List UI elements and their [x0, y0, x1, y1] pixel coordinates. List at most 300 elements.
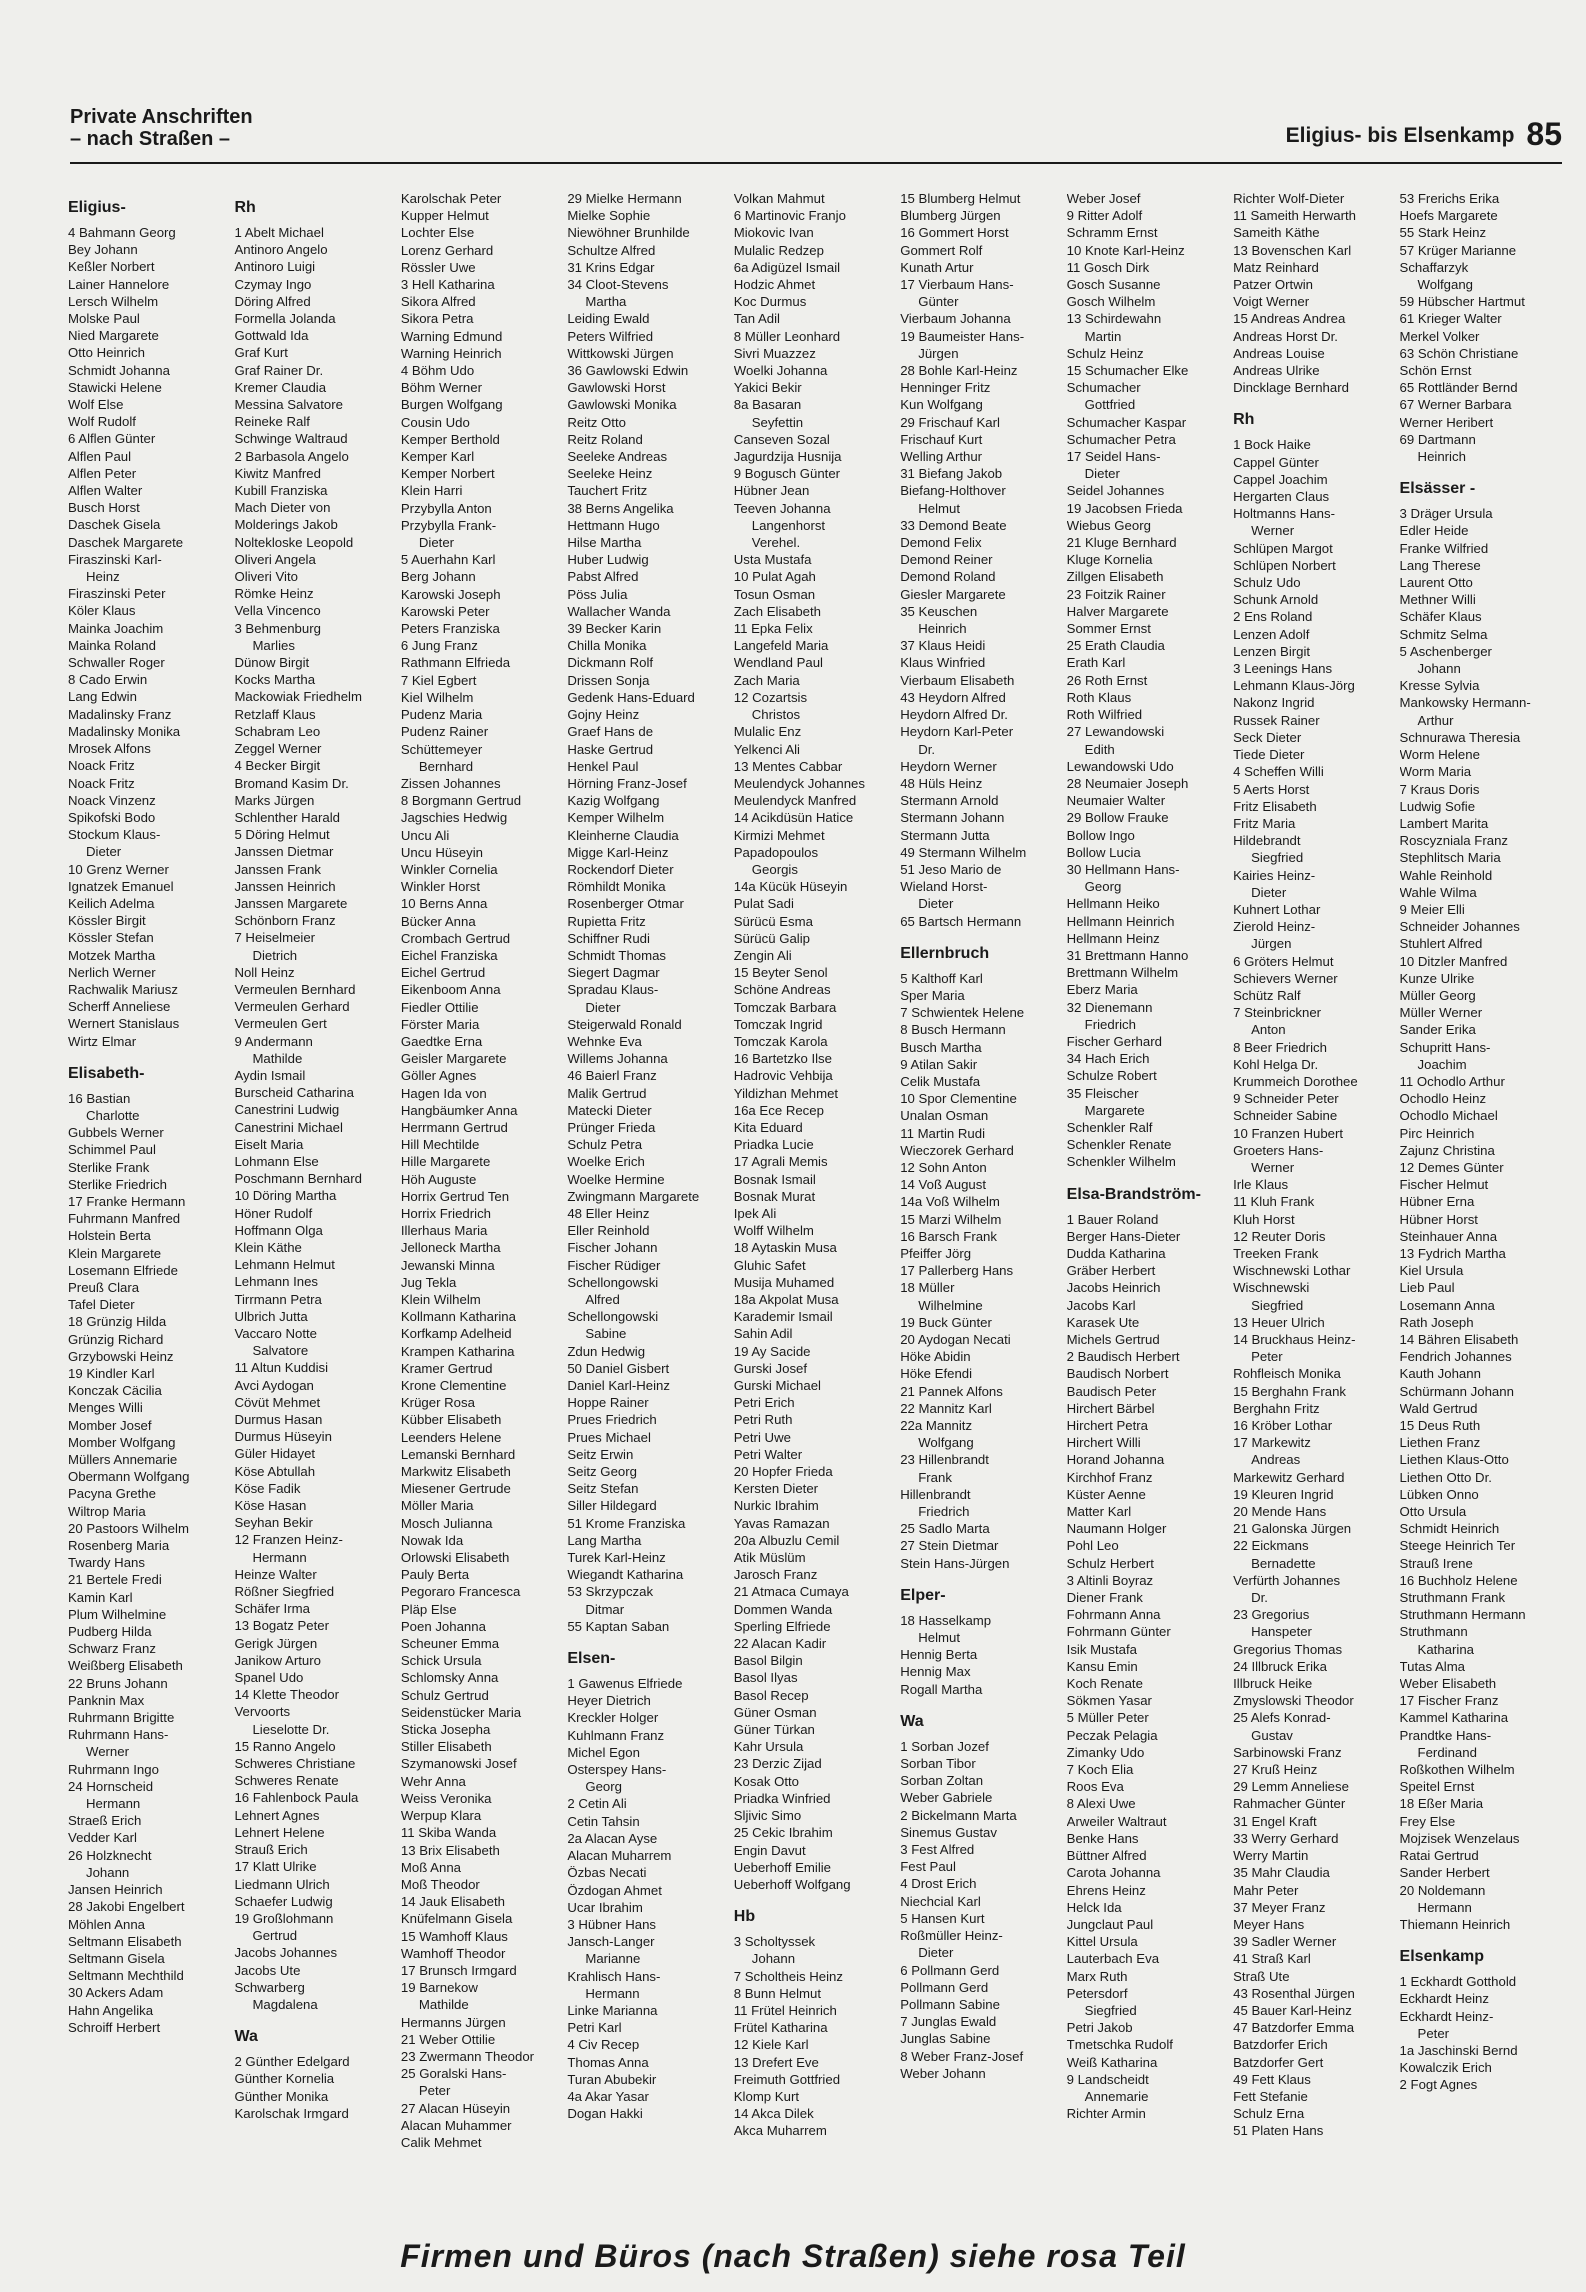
- directory-entry: 50 Daniel Gisbert: [567, 1360, 670, 1376]
- directory-entry: Illerhaus Maria: [400, 1223, 488, 1239]
- directory-entry: Sürücü Esma: [733, 913, 813, 929]
- directory-entry: Lorenz Gerhard: [400, 242, 494, 258]
- directory-entry: Busch Horst: [68, 500, 140, 516]
- directory-entry: Giesler Margarete: [900, 586, 1006, 602]
- directory-entry: Nerlich Werner: [68, 964, 156, 980]
- entry-continuation: Hermann: [585, 1985, 640, 2001]
- directory-entry: Lohmann Else: [234, 1153, 319, 1169]
- directory-entry: 28 Bohle Karl-Heinz: [900, 363, 1018, 379]
- directory-entry: Strauß Irene: [1399, 1555, 1473, 1571]
- directory-entry: Seidenstücker Maria: [400, 1704, 522, 1720]
- directory-entry: Konczak Cäcilia: [68, 1383, 162, 1399]
- directory-entry: Rohfleisch Monika: [1233, 1366, 1341, 1382]
- directory-entry: Alflen Paul: [68, 448, 132, 464]
- directory-entry: Jarosch Franz: [733, 1567, 818, 1583]
- directory-entry: Wehr Anna: [400, 1773, 466, 1789]
- directory-entry: Edler Heide: [1399, 523, 1469, 539]
- street-heading: Ellernbruch: [900, 944, 990, 962]
- directory-entry: Kuhlmann Franz: [567, 1727, 665, 1743]
- directory-entry: 25 Erath Claudia: [1066, 638, 1165, 654]
- entry-continuation: Langenhorst: [751, 517, 826, 533]
- directory-entry: 57 Krüger Marianne: [1399, 242, 1517, 258]
- entry-continuation: Andreas: [1251, 1452, 1301, 1468]
- directory-entry: Erath Karl: [1066, 655, 1126, 671]
- directory-entry: 8 Borgmann Gertrud: [400, 793, 522, 809]
- directory-entry: Lambert Marita: [1399, 815, 1489, 831]
- directory-entry: Wiltrop Maria: [68, 1503, 146, 1519]
- directory-entry: Daniel Karl-Heinz: [567, 1378, 670, 1394]
- directory-entry: Schulz Udo: [1233, 575, 1301, 591]
- directory-entry: Laurent Otto: [1399, 575, 1473, 591]
- directory-entry: 23 Foitzik Rainer: [1066, 586, 1166, 602]
- directory-entry: 4 Scheffen Willi: [1233, 764, 1324, 780]
- directory-entry: Koc Durmus: [733, 294, 807, 310]
- directory-entry: 7 Heiselmeier: [234, 930, 316, 946]
- entry-continuation: Mathilde: [418, 1997, 469, 2013]
- directory-entry: 4 Böhm Udo: [400, 363, 475, 379]
- directory-entry: Heyer Dietrich: [567, 1693, 651, 1709]
- directory-entry: 12 Cozartsis: [733, 689, 808, 705]
- directory-entry: Wieland Horst-: [900, 879, 988, 895]
- directory-entry: Schenkler Renate: [1066, 1137, 1172, 1153]
- directory-entry: Worm Helene: [1399, 747, 1480, 763]
- directory-entry: Panknin Max: [68, 1692, 145, 1708]
- directory-entry: 43 Rosenthal Jürgen: [1233, 1985, 1355, 2001]
- directory-entry: Migge Karl-Heinz: [567, 844, 669, 860]
- directory-entry: 14 Klette Theodor: [234, 1687, 340, 1703]
- directory-entry: Siller Hildegard: [567, 1498, 657, 1514]
- directory-entry: Seyhan Bekir: [234, 1515, 313, 1531]
- directory-entry: 30 Hellmann Hans-: [1066, 861, 1180, 877]
- directory-entry: 16 Bastian: [68, 1090, 131, 1106]
- directory-entry: 12 Franzen Heinz-: [234, 1532, 343, 1548]
- directory-entry: 29 Mielke Hermann: [567, 191, 682, 206]
- page-number: 85: [1526, 116, 1562, 152]
- directory-entry: Vaccaro Notte: [234, 1326, 318, 1341]
- directory-entry: Kupper Helmut: [400, 208, 489, 224]
- directory-entry: 8 Cado Erwin: [68, 672, 148, 688]
- directory-entry: Marks Jürgen: [234, 792, 315, 808]
- directory-entry: Schellongowski: [567, 1309, 659, 1325]
- entry-continuation: Dieter: [418, 535, 455, 551]
- directory-entry: Wiebus Georg: [1066, 517, 1151, 533]
- directory-entry: Mojzisek Wenzelaus: [1399, 1830, 1520, 1846]
- directory-entry: Janikow Arturo: [234, 1652, 321, 1668]
- directory-entry: Horrix Friedrich: [400, 1205, 491, 1221]
- directory-entry: Schaffarzyk: [1399, 259, 1469, 275]
- directory-entry: Pollmann Sabine: [900, 1996, 1000, 2012]
- directory-entry: Firaszinski Karl-: [68, 551, 162, 567]
- directory-entry: 5 Auerhahn Karl: [400, 552, 496, 568]
- directory-entry: 4a Akar Yasar: [567, 2088, 649, 2104]
- directory-entry: Kunze Ulrike: [1399, 970, 1475, 986]
- directory-entry: 25 Cekic Ibrahim: [733, 1825, 833, 1841]
- directory-entry: Canseven Sozal: [733, 431, 830, 447]
- directory-column: [1233, 190, 1395, 2230]
- directory-entry: 20 Aydogan Necati: [900, 1332, 1011, 1347]
- directory-entry: 5 Hansen Kurt: [900, 1910, 985, 1926]
- directory-entry: Henkel Paul: [567, 758, 639, 774]
- entry-continuation: Hanspeter: [1251, 1624, 1312, 1640]
- directory-entry: Fischer Rüdiger: [567, 1257, 661, 1273]
- directory-entry: Wehnke Eva: [567, 1033, 642, 1049]
- directory-entry: Gluhic Safet: [733, 1257, 806, 1273]
- directory-entry: Mrosek Alfons: [68, 741, 151, 757]
- directory-entry: Marx Ruth: [1066, 1968, 1128, 1984]
- directory-entry: Sikora Alfred: [400, 294, 476, 310]
- directory-entry: Sorban Tibor: [900, 1756, 976, 1772]
- directory-entry: Roth Wilfried: [1066, 707, 1143, 723]
- directory-entry: Kersten Dieter: [733, 1481, 819, 1497]
- directory-entry: Stermann Johann: [900, 810, 1005, 826]
- directory-entry: 35 Mahr Claudia: [1233, 1865, 1330, 1881]
- directory-entry: 15 Beyter Senol: [733, 965, 828, 981]
- directory-entry: Woelke Erich: [567, 1154, 645, 1170]
- directory-entry: Bücker Anna: [400, 913, 476, 929]
- directory-entry: 14 Akca Dilek: [733, 2106, 814, 2122]
- directory-entry: Prandtke Hans-: [1399, 1727, 1492, 1743]
- directory-entry: Wald Gertrud: [1399, 1400, 1478, 1416]
- directory-entry: Gawlowski Horst: [567, 380, 666, 396]
- directory-entry: Gurski Michael: [733, 1378, 821, 1394]
- directory-entry: Gerigk Jürgen: [234, 1635, 318, 1651]
- directory-entry: Przybylla Anton: [400, 500, 492, 516]
- directory-entry: Kössler Birgit: [68, 913, 146, 929]
- directory-entry: 25 Sadlo Marta: [900, 1521, 990, 1537]
- directory-entry: Schumacher Kaspar: [1066, 414, 1187, 430]
- directory-entry: 16 Buchholz Helene: [1399, 1572, 1518, 1588]
- directory-entry: 5 Aschenberger: [1399, 643, 1492, 659]
- directory-entry: Kammel Katharina: [1399, 1710, 1509, 1726]
- directory-entry: Köse Hasan: [234, 1498, 307, 1514]
- directory-entry: Berghahn Fritz: [1233, 1400, 1320, 1416]
- directory-entry: Jansen Heinrich: [68, 1882, 163, 1898]
- directory-entry: 7 Steinbrickner: [1233, 1005, 1322, 1021]
- directory-entry: 22 Mannitz Karl: [900, 1400, 992, 1416]
- directory-entry: Schwarz Franz: [68, 1641, 156, 1657]
- directory-entry: Huber Ludwig: [567, 552, 649, 568]
- directory-entry: Alacan Muhammer: [400, 2117, 512, 2133]
- directory-entry: 29 Frischauf Karl: [900, 414, 1000, 430]
- entry-continuation: Siegfried: [1251, 1297, 1304, 1313]
- directory-entry: Diener Frank: [1066, 1590, 1143, 1606]
- directory-entry: Schramm Ernst: [1066, 225, 1158, 241]
- entry-continuation: Heinrich: [1417, 449, 1466, 465]
- directory-entry: Hermanns Jürgen: [400, 2014, 506, 2030]
- directory-entry: Yelkenci Ali: [733, 741, 800, 757]
- directory-entry: 14 Acikdüsün Hatice: [733, 810, 854, 826]
- entry-continuation: Mathilde: [252, 1050, 303, 1066]
- directory-entry: Hoefs Margarete: [1399, 208, 1498, 224]
- directory-entry: Möhlen Anna: [68, 1916, 145, 1932]
- directory-entry: Willems Johanna: [567, 1051, 668, 1067]
- directory-entry: Pudenz Maria: [400, 707, 483, 723]
- directory-entry: 9 Landscheidt: [1066, 2071, 1149, 2087]
- directory-entry: 9 Atilan Sakir: [900, 1056, 978, 1072]
- directory-entry: 23 Hillenbrandt: [900, 1452, 989, 1468]
- directory-entry: Steigerwald Ronald: [567, 1016, 682, 1032]
- directory-entry: Hübner Erna: [1399, 1194, 1475, 1210]
- directory-entry: Mulalic Redzep: [733, 242, 824, 258]
- directory-entry: Momber Wolfgang: [68, 1434, 176, 1450]
- directory-entry: Bosnak Ismail: [733, 1171, 816, 1187]
- directory-entry: Güner Türkan: [733, 1722, 815, 1738]
- directory-entry: Schultze Alfred: [567, 242, 656, 258]
- directory-entry: 3 Scholtyssek: [733, 1934, 816, 1950]
- directory-entry: Eikenboom Anna: [400, 982, 501, 998]
- entry-continuation: Annemarie: [1084, 2088, 1149, 2104]
- directory-entry: 15 Andreas Andrea: [1233, 311, 1346, 327]
- directory-entry: Hörning Franz-Josef: [567, 775, 687, 791]
- directory-entry: 6 Alflen Günter: [68, 431, 156, 447]
- directory-entry: Petersdorf: [1066, 1985, 1128, 2001]
- directory-entry: Richter Wolf-Dieter: [1233, 191, 1345, 206]
- directory-entry: 26 Roth Ernst: [1066, 672, 1148, 688]
- directory-entry: 33 Demond Beate: [900, 517, 1007, 533]
- directory-entry: Michels Gertrud: [1066, 1332, 1160, 1347]
- directory-entry: 13 Brix Elisabeth: [400, 1842, 500, 1858]
- directory-entry: 8a Basaran: [733, 397, 802, 413]
- directory-entry: 11 Kluh Frank: [1233, 1194, 1315, 1210]
- directory-entry: Kirchhof Franz: [1066, 1469, 1153, 1485]
- entry-continuation: Siegfried: [1251, 850, 1304, 866]
- directory-entry: 1 Abelt Michael: [234, 225, 324, 240]
- directory-entry: 8 Bunn Helmut: [733, 1985, 821, 2001]
- directory-entry: 24 Illbruck Erika: [1233, 1658, 1327, 1674]
- directory-entry: Kiel Wilhelm: [400, 689, 474, 705]
- entry-continuation: Peter: [1251, 1349, 1283, 1365]
- entry-continuation: Christos: [751, 707, 801, 723]
- directory-entry: Thomas Anna: [567, 2054, 649, 2070]
- directory-entry: Hoppe Rainer: [567, 1395, 649, 1411]
- entry-continuation: Dieter: [585, 999, 621, 1015]
- directory-entry: Daschek Margarete: [68, 534, 184, 550]
- directory-entry: Krahlisch Hans-: [567, 1968, 661, 1984]
- directory-entry: Meyer Hans: [1233, 1916, 1305, 1932]
- directory-entry: Lübken Onno: [1399, 1486, 1479, 1502]
- directory-entry: 9 Schneider Peter: [1233, 1091, 1339, 1107]
- directory-entry: Weber Elisabeth: [1399, 1676, 1497, 1692]
- directory-entry: Kollmann Katharina: [400, 1309, 516, 1325]
- directory-entry: 28 Jakobi Engelbert: [68, 1899, 185, 1915]
- directory-entry: 3 Behmenburg: [234, 620, 321, 636]
- directory-entry: 7 Kraus Doris: [1399, 781, 1480, 797]
- directory-entry: 10 Franzen Hubert: [1233, 1125, 1344, 1141]
- directory-entry: 35 Fleischer: [1066, 1085, 1139, 1101]
- directory-entry: 4 Civ Recep: [567, 2037, 640, 2053]
- directory-entry: Ochodlo Heinz: [1399, 1091, 1487, 1107]
- directory-entry: Naumann Holger: [1066, 1521, 1167, 1537]
- directory-entry: Sivri Muazzez: [733, 345, 816, 361]
- directory-entry: 14 Bruckhaus Heinz-: [1233, 1332, 1356, 1347]
- directory-entry: Brettmann Wilhelm: [1066, 965, 1179, 981]
- directory-entry: Ipek Ali: [733, 1205, 777, 1221]
- directory-entry: Wamhoff Theodor: [400, 1945, 506, 1961]
- directory-entry: Schulz Gertrud: [400, 1687, 489, 1703]
- directory-entry: Uncu Hüseyin: [400, 844, 483, 860]
- directory-entry: Dudda Katharina: [1066, 1245, 1166, 1261]
- directory-entry: Helck Ida: [1066, 1899, 1122, 1915]
- directory-entry: 43 Heydorn Alfred: [900, 689, 1006, 705]
- directory-entry: 34 Hach Erich: [1066, 1051, 1150, 1067]
- directory-entry: Wendland Paul: [733, 655, 823, 671]
- directory-entry: Celik Mustafa: [900, 1073, 981, 1089]
- directory-entry: 41 Straß Karl: [1233, 1951, 1311, 1967]
- directory-entry: Cövüt Mehmet: [234, 1394, 321, 1410]
- directory-entry: Fritz Maria: [1233, 815, 1296, 831]
- directory-entry: Wolff Wilhelm: [733, 1223, 814, 1239]
- directory-entry: Oliveri Angela: [234, 551, 316, 567]
- directory-entry: Rathmann Elfrieda: [400, 655, 511, 671]
- directory-entry: Nied Margarete: [68, 328, 159, 344]
- directory-entry: Messina Salvatore: [234, 397, 343, 413]
- directory-entry: Vermeulen Bernhard: [234, 981, 356, 997]
- directory-entry: Retzlaff Klaus: [234, 706, 316, 722]
- directory-entry: Wahle Wilma: [1399, 884, 1477, 900]
- directory-entry: Dünow Birgit: [234, 655, 310, 671]
- directory-entry: 12 Reuter Doris: [1233, 1228, 1326, 1244]
- directory-entry: Ulbrich Jutta: [234, 1308, 308, 1324]
- directory-entry: Illbruck Heike: [1233, 1676, 1313, 1692]
- directory-entry: Vierbaum Elisabeth: [900, 672, 1015, 688]
- directory-entry: Noack Fritz: [68, 758, 135, 774]
- directory-entry: Roos Eva: [1066, 1779, 1124, 1795]
- entry-continuation: Friedrich: [1084, 1016, 1136, 1032]
- directory-entry: Kremer Claudia: [234, 379, 327, 395]
- directory-entry: Wallacher Wanda: [567, 603, 671, 619]
- directory-entry: Sljivic Simo: [733, 1808, 802, 1824]
- directory-entry: Rosenberg Maria: [68, 1538, 170, 1554]
- directory-entry: Kreckler Holger: [567, 1710, 659, 1726]
- directory-entry: Hennig Max: [900, 1664, 971, 1680]
- directory-entry: Seeleke Heinz: [567, 466, 653, 482]
- directory-entry: 15 Deus Ruth: [1399, 1418, 1481, 1434]
- directory-entry: Eckhardt Heinz: [1399, 1991, 1489, 2007]
- directory-entry: Klein Harri: [400, 483, 463, 499]
- directory-entry: 36 Gawlowski Edwin: [567, 363, 689, 379]
- directory-entry: Chilla Monika: [567, 638, 647, 654]
- entry-continuation: Salvatore: [252, 1343, 309, 1359]
- directory-entry: 13 Bovenschen Karl: [1233, 242, 1352, 258]
- directory-entry: 8 Busch Hermann: [900, 1022, 1006, 1038]
- directory-entry: 27 Lewandowski: [1066, 724, 1165, 740]
- directory-entry: Korfkamp Adelheid: [400, 1326, 512, 1342]
- directory-entry: 49 Fett Klaus: [1233, 2071, 1311, 2087]
- entry-continuation: Bernhard: [418, 758, 474, 774]
- directory-entry: 24 Hornscheid: [68, 1778, 154, 1794]
- directory-entry: Heydorn Karl-Peter: [900, 724, 1014, 740]
- directory-entry: Akca Muharrem: [733, 2123, 827, 2139]
- entry-continuation: Katharina: [1417, 1641, 1474, 1657]
- directory-entry: 10 Knote Karl-Heinz: [1066, 242, 1185, 258]
- directory-entry: Lehmann Klaus-Jörg: [1233, 678, 1355, 694]
- directory-entry: Tomczak Ingrid: [733, 1016, 823, 1032]
- directory-entry: 3 Dräger Ursula: [1399, 506, 1493, 522]
- directory-entry: Rosenberger Otmar: [567, 896, 684, 912]
- directory-entry: Jacobs Karl: [1066, 1297, 1136, 1313]
- directory-entry: Schwarberg: [234, 1979, 305, 1995]
- directory-entry: 55 Kaptan Saban: [567, 1618, 670, 1634]
- directory-entry: 2 Fogt Agnes: [1399, 2077, 1478, 2093]
- directory-entry: Tomczak Barbara: [733, 999, 837, 1015]
- directory-entry: Schaefer Ludwig: [234, 1893, 333, 1909]
- entry-continuation: Jürgen: [1251, 936, 1292, 952]
- directory-entry: Irle Klaus: [1233, 1177, 1289, 1193]
- directory-entry: Hellmann Heinz: [1066, 930, 1160, 946]
- directory-entry: Schupritt Hans-: [1399, 1039, 1491, 1055]
- directory-entry: Bey Johann: [68, 242, 138, 258]
- street-heading: Eligius-: [68, 199, 126, 216]
- directory-entry: Lieb Paul: [1399, 1280, 1455, 1296]
- directory-entry: Hille Margarete: [400, 1154, 491, 1170]
- directory-entry: 15 Marzi Wilhelm: [900, 1211, 1002, 1227]
- directory-entry: Alflen Peter: [68, 465, 137, 481]
- directory-entry: Oliveri Vito: [234, 569, 298, 585]
- directory-entry: Madalinsky Monika: [68, 723, 181, 739]
- directory-entry: 11 Martin Rudi: [900, 1125, 985, 1141]
- directory-entry: Liethen Otto Dr.: [1399, 1469, 1492, 1485]
- directory-entry: Schäfer Klaus: [1399, 609, 1482, 625]
- directory-entry: 1 Sorban Jozef: [900, 1738, 989, 1754]
- directory-entry: 9 Andermann: [234, 1033, 313, 1049]
- directory-entry: Isik Mustafa: [1066, 1641, 1138, 1657]
- directory-column: [401, 190, 563, 2230]
- directory-entry: 48 Eller Heinz: [567, 1205, 650, 1221]
- directory-entry: Gedenk Hans-Eduard: [567, 689, 695, 705]
- directory-entry: Küster Aenne: [1066, 1486, 1146, 1502]
- directory-entry: 45 Bauer Karl-Heinz: [1233, 2002, 1352, 2018]
- entry-continuation: Frank: [918, 1469, 952, 1485]
- directory-entry: Mahr Peter: [1233, 1882, 1299, 1898]
- street-heading: Elsen-: [567, 1650, 616, 1668]
- directory-entry: Tirrmann Petra: [234, 1291, 322, 1307]
- directory-entry: 26 Holzknecht: [68, 1847, 152, 1863]
- directory-entry: Miokovic Ivan: [733, 225, 814, 241]
- directory-entry: Römhildt Monika: [567, 879, 666, 895]
- directory-entry: Bollow Lucia: [1066, 844, 1141, 860]
- entry-continuation: Gertrud: [252, 1928, 298, 1944]
- directory-entry: Müller Werner: [1399, 1005, 1483, 1021]
- directory-entry: Cousin Udo: [400, 414, 470, 430]
- directory-entry: 22a Mannitz: [900, 1418, 973, 1434]
- directory-entry: Prues Michael: [567, 1429, 651, 1445]
- directory-entry: Turan Abubekir: [567, 2071, 657, 2087]
- directory-entry: Özbas Necati: [567, 1865, 647, 1881]
- directory-entry: Herrmann Gertrud: [400, 1119, 508, 1135]
- directory-entry: Werner Heribert: [1399, 414, 1494, 430]
- directory-entry: 2 Günther Edelgard: [234, 2054, 350, 2070]
- directory-entry: Schön Ernst: [1399, 363, 1472, 379]
- directory-entry: 19 Kindler Karl: [68, 1366, 155, 1381]
- directory-entry: Seltmann Elisabeth: [68, 1933, 182, 1949]
- directory-entry: Avci Aydogan: [234, 1377, 314, 1393]
- directory-entry: Schneider Sabine: [1233, 1108, 1338, 1124]
- directory-entry: 14 Jauk Elisabeth: [400, 1894, 505, 1910]
- directory-entry: 16 Kröber Lothar: [1233, 1418, 1333, 1434]
- directory-entry: Rahmacher Günter: [1233, 1796, 1346, 1812]
- directory-entry: Kauth Johann: [1399, 1366, 1481, 1382]
- directory-entry: Pegoraro Francesca: [400, 1584, 521, 1600]
- directory-entry: 17 Seidel Hans-: [1066, 449, 1161, 465]
- directory-entry: Dogan Hakki: [567, 2106, 643, 2122]
- directory-entry: Fischer Helmut: [1399, 1177, 1489, 1193]
- directory-entry: Vervoorts: [234, 1704, 291, 1720]
- directory-entry: 65 Rottländer Bernd: [1399, 380, 1518, 396]
- directory-entry: Tmetschka Rudolf: [1066, 2037, 1173, 2053]
- directory-entry: Köse Abtullah: [234, 1463, 316, 1479]
- directory-entry: Rachwalik Mariusz: [68, 981, 178, 997]
- directory-entry: Schulz Heinz: [1066, 345, 1144, 361]
